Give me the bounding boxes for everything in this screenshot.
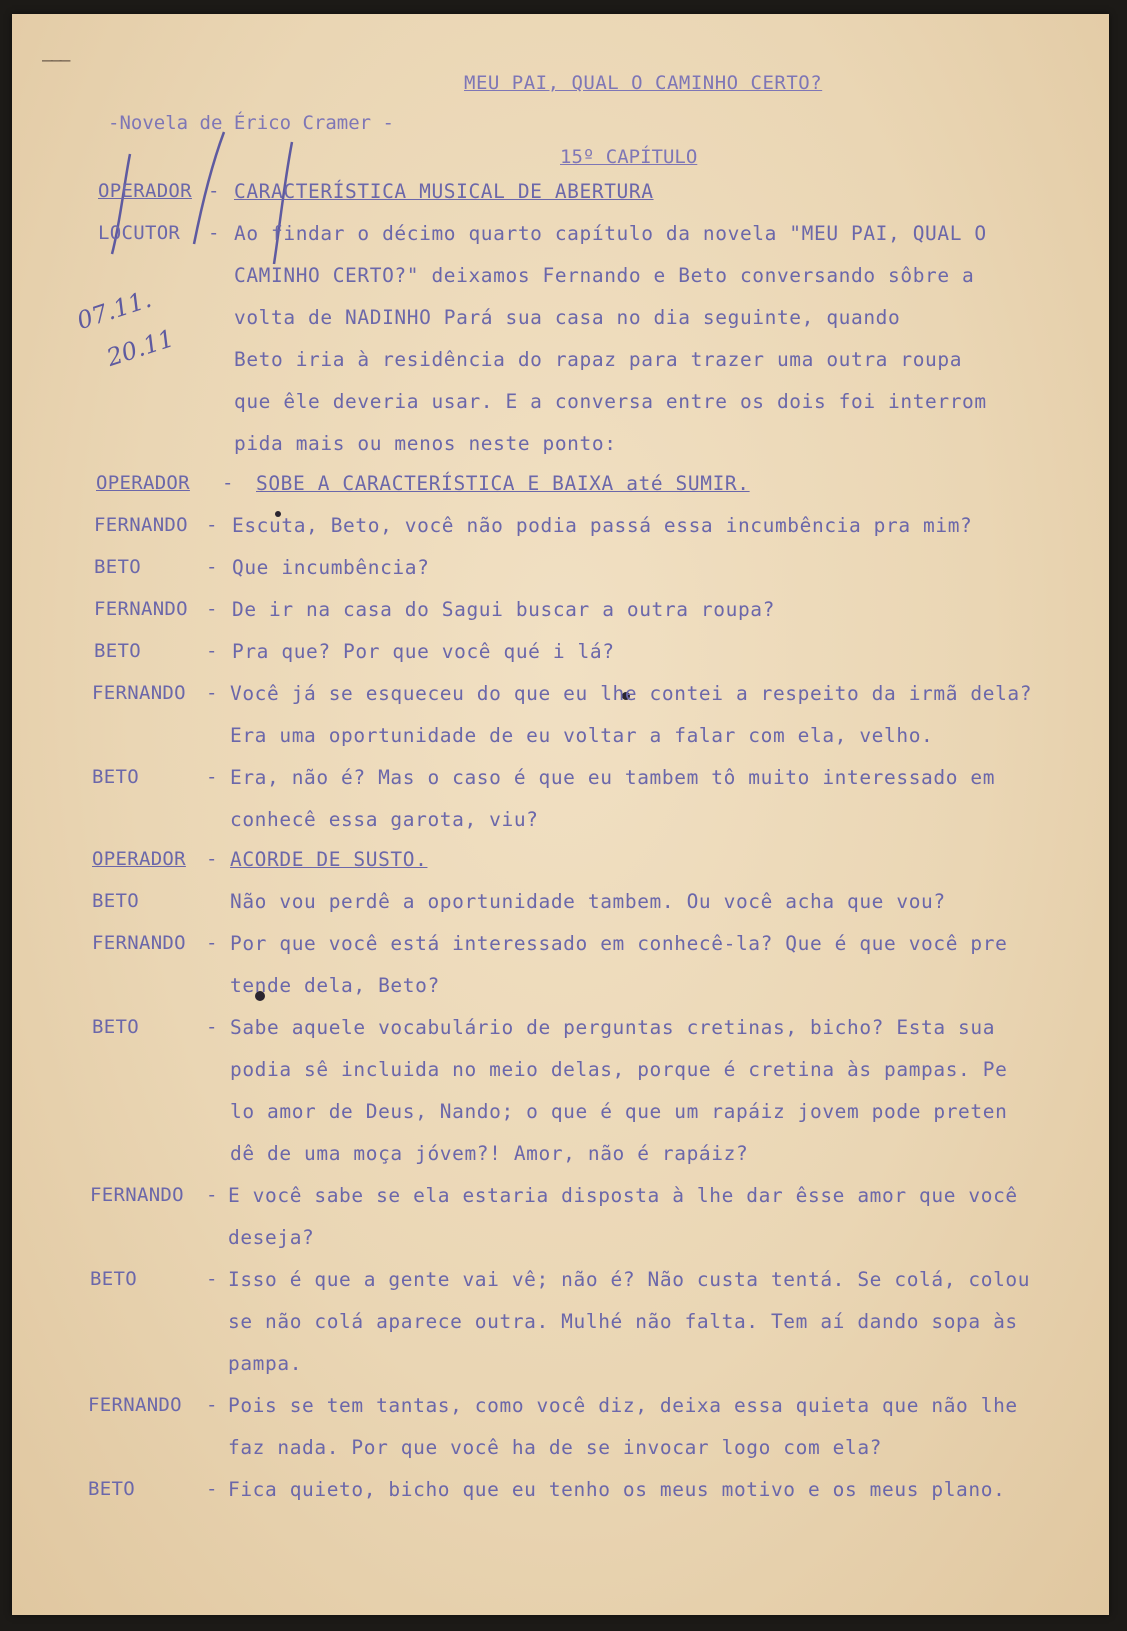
dialogue-line: Você já se esqueceu do que eu lhe contei a respeito da irmã dela?: [230, 682, 1033, 705]
dialogue-line: Era, não é? Mas o caso é que eu tambem tô muito interessado em: [230, 766, 996, 789]
speaker-beto: BETO: [92, 890, 139, 912]
cue-line: ACORDE DE SUSTO.: [230, 848, 428, 871]
dialogue-line: lo amor de Deus, Nando; o que é que um rapáiz jovem pode preten: [230, 1100, 1008, 1123]
dash: -: [208, 222, 220, 244]
dialogue-line: podia sê incluida no meio delas, porque é cretina às pampas. Pe: [230, 1058, 1008, 1081]
speaker-beto: BETO: [92, 1016, 139, 1038]
cue-line: SOBE A CARACTERÍSTICA E BAIXA até SUMIR.: [256, 472, 750, 495]
dialogue-line: tende dela, Beto?: [230, 974, 440, 997]
dash: -: [208, 180, 220, 202]
handwritten-date-1: 07.11.: [73, 284, 155, 336]
speaker-fernando: FERNANDO: [94, 598, 188, 620]
speaker-locutor: LOCUTOR: [98, 222, 181, 244]
dialogue-line: CAMINHO CERTO?" deixamos Fernando e Beto conversando sôbre a: [234, 264, 975, 287]
speaker-fernando: FERNANDO: [92, 682, 186, 704]
dash: -: [206, 514, 218, 536]
dialogue-line: Sabe aquele vocabulário de perguntas cretinas, bicho? Esta sua: [230, 1016, 996, 1039]
dialogue-line: Isso é que a gente vai vê; não é? Não custa tentá. Se colá, colou: [228, 1268, 1031, 1291]
dialogue-line: pampa.: [228, 1352, 303, 1375]
torn-mark-icon: ———: [42, 50, 69, 71]
speaker-beto: BETO: [94, 556, 141, 578]
dialogue-line: pida mais ou menos neste ponto:: [234, 432, 617, 455]
dialogue-line: Beto iria à residência do rapaz para trazer uma outra roupa: [234, 348, 963, 371]
dash: -: [206, 766, 218, 788]
dash: -: [206, 848, 218, 870]
dash: -: [206, 682, 218, 704]
speaker-fernando: FERNANDO: [92, 932, 186, 954]
handwritten-date-2: 20.11: [103, 324, 178, 372]
dialogue-line: que êle deveria usar. E a conversa entre os dois foi interrom: [234, 390, 987, 413]
dash: -: [206, 1478, 218, 1500]
page-title: MEU PAI, QUAL O CAMINHO CERTO?: [464, 72, 823, 94]
dash: -: [206, 1184, 218, 1206]
dash: -: [206, 932, 218, 954]
dialogue-line: deseja?: [228, 1226, 315, 1249]
dialogue-line: Que incumbência?: [232, 556, 430, 579]
dialogue-line: E você sabe se ela estaria disposta à lhe dar êsse amor que você: [228, 1184, 1018, 1207]
dialogue-line: Fica quieto, bicho que eu tenho os meus motivo e os meus plano.: [228, 1478, 1006, 1501]
speaker-beto: BETO: [94, 640, 141, 662]
speaker-beto: BETO: [90, 1268, 137, 1290]
dialogue-line: Ao findar o décimo quarto capítulo da novela "MEU PAI, QUAL O: [234, 222, 987, 245]
script-page: [12, 14, 1109, 1615]
author-line: -Novela de Érico Cramer -: [108, 112, 394, 134]
dialogue-line: Pois se tem tantas, como você diz, deixa essa quieta que não lhe: [228, 1394, 1018, 1417]
speaker-beto: BETO: [92, 766, 139, 788]
dash: -: [206, 1394, 218, 1416]
speaker-beto: BETO: [88, 1478, 135, 1500]
dash: -: [206, 640, 218, 662]
dialogue-line: Era uma oportunidade de eu voltar a falar com ela, velho.: [230, 724, 934, 747]
speaker-fernando: FERNANDO: [90, 1184, 184, 1206]
dialogue-line: conhecê essa garota, viu?: [230, 808, 539, 831]
dash: -: [206, 1016, 218, 1038]
dialogue-line: Não vou perdê a oportunidade tambem. Ou você acha que vou?: [230, 890, 946, 913]
dialogue-line: volta de NADINHO Pará sua casa no dia seguinte, quando: [234, 306, 901, 329]
dash: -: [206, 1268, 218, 1290]
speaker-operador-2: OPERADOR: [96, 472, 190, 494]
dash: -: [222, 472, 234, 494]
dialogue-line: faz nada. Por que você ha de se invocar logo com ela?: [228, 1436, 883, 1459]
chapter-heading: 15º CAPÍTULO: [560, 146, 698, 168]
dash: -: [206, 556, 218, 578]
dialogue-line: se não colá aparece outra. Mulhé não falta. Tem aí dando sopa às: [228, 1310, 1018, 1333]
dialogue-line: dê de uma moça jóvem?! Amor, não é rapáiz?: [230, 1142, 749, 1165]
speaker-fernando: FERNANDO: [88, 1394, 182, 1416]
dialogue-line: Por que você está interessado em conhecê-la? Que é que você pre: [230, 932, 1008, 955]
dialogue-line: De ir na casa do Sagui buscar a outra roupa?: [232, 598, 775, 621]
speaker-fernando: FERNANDO: [94, 514, 188, 536]
cue-line: CARACTERÍSTICA MUSICAL DE ABERTURA: [234, 180, 654, 203]
dialogue-line: Escuta, Beto, você não podia passá essa incumbência pra mim?: [232, 514, 973, 537]
speaker-operador-3: OPERADOR: [92, 848, 186, 870]
dialogue-line: Pra que? Por que você qué i lá?: [232, 640, 615, 663]
dash: -: [206, 598, 218, 620]
speaker-operador-1: OPERADOR: [98, 180, 192, 202]
pen-slash-marks: [12, 14, 1109, 1615]
